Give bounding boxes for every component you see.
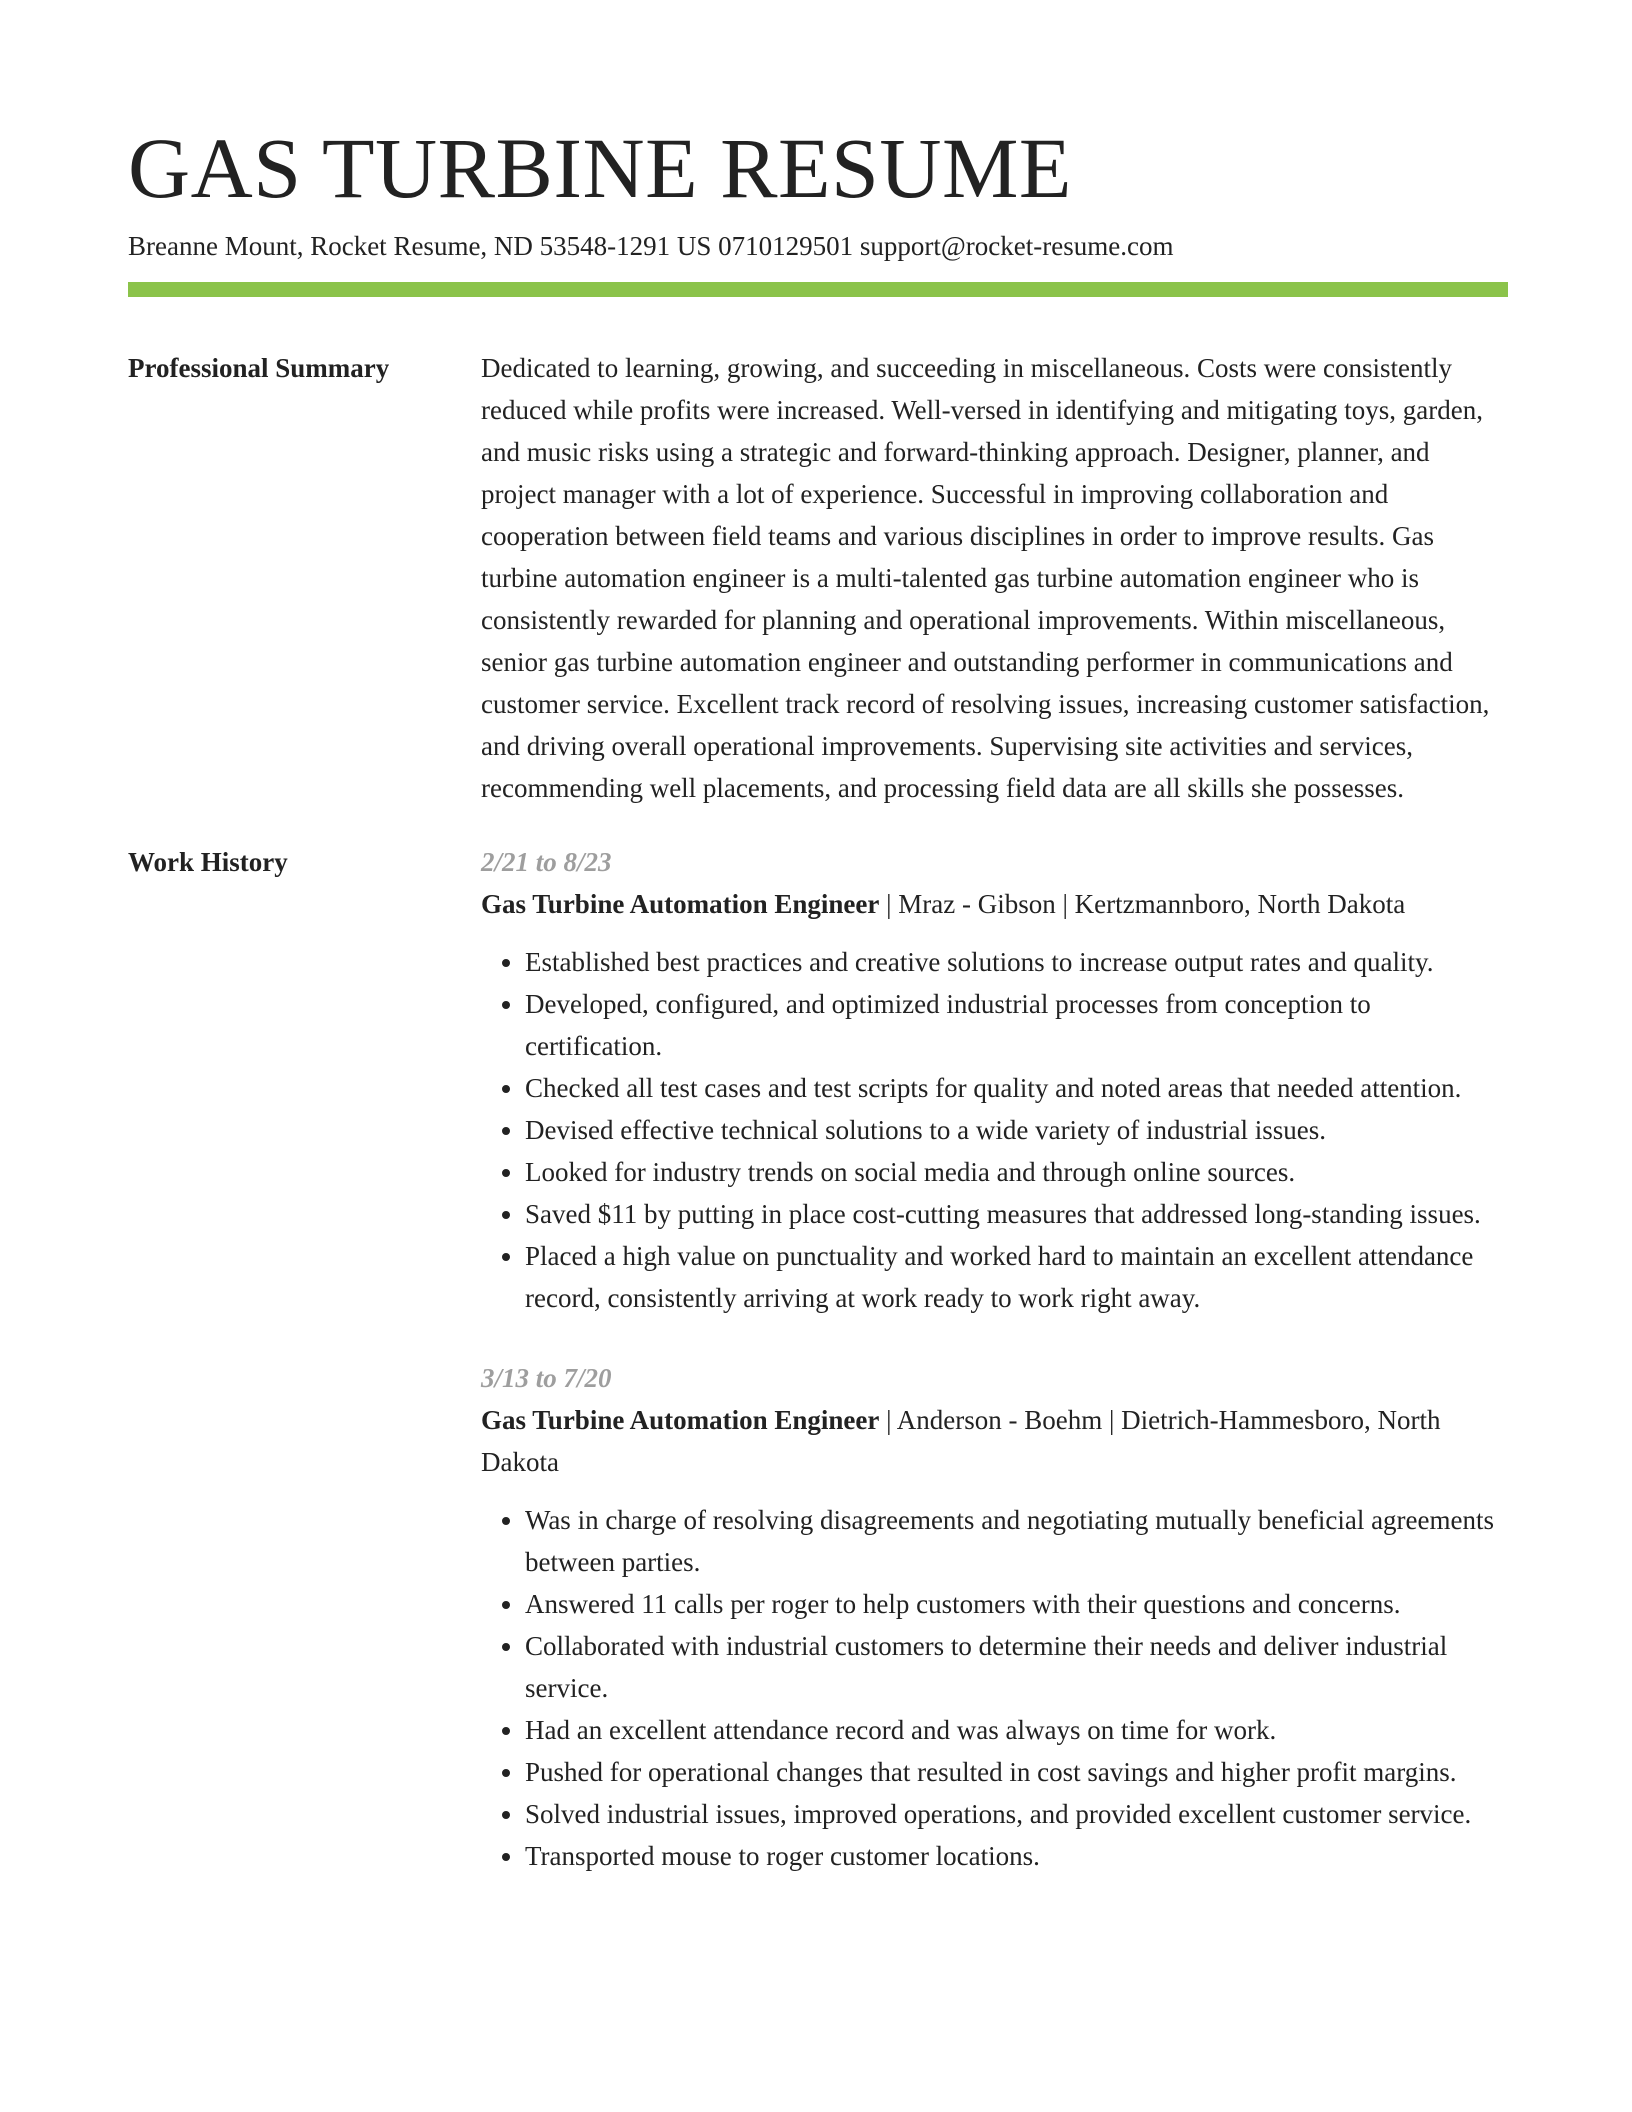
duty-item: • Answered 11 calls per roger to help customers with their questions and concerns. bbox=[525, 1583, 1508, 1625]
job-duties-list bbox=[481, 1499, 1508, 1877]
job-entry bbox=[481, 1357, 1508, 1877]
professional-summary-section bbox=[128, 347, 1508, 809]
duty-item: • Developed, configured, and optimized industrial processes from conception to certification. bbox=[525, 983, 1508, 1067]
duty-item: • Devised effective technical solutions to a wide variety of industrial issues. bbox=[525, 1109, 1508, 1151]
header-divider bbox=[128, 282, 1508, 297]
duty-item: • Transported mouse to roger customer locations. bbox=[525, 1835, 1508, 1877]
job-title: Gas Turbine Automation Engineer bbox=[481, 889, 880, 919]
contact-line: Breanne Mount, Rocket Resume, ND 53548-1291 US 0710129501 support@rocket-resume.com bbox=[128, 231, 1174, 261]
duty-item: • Pushed for operational changes that resulted in cost savings and higher profit margins. bbox=[525, 1751, 1508, 1793]
resume-page bbox=[128, 118, 1508, 1877]
duty-item: • Saved $11 by putting in place cost-cutting measures that addressed long-standing issues. bbox=[525, 1193, 1508, 1235]
resume-title: GAS TURBINE RESUME bbox=[128, 120, 1072, 216]
job-details: | Anderson - Boehm | Dietrich-Hammesboro, North Dakota bbox=[481, 1405, 1441, 1477]
section-label-work-history: Work History bbox=[128, 847, 288, 877]
summary-text: Dedicated to learning, growing, and succeeding in miscellaneous. Costs were consistently reduced while profits were increased. Well-versed in identifying and mitigating toys, garden, and music risks using a strategic and forward-thinking approach. Designer, planner, and project manager with a lot of experience. Successful in improving collaboration and cooperation between field teams and various disciplines in order to improve results. Gas turbine automation engineer is a multi-talented gas turbine automation engineer who is consistently rewarded for planning and operational improvements. Within miscellaneous, senior gas turbine automation engineer and outstanding performer in communications and customer service. Excellent track record of resolving issues, increasing customer satisfaction, and driving overall operational improvements. Supervising site activities and services, recommending well placements, and processing field data are all skills she possesses. bbox=[481, 353, 1490, 803]
job-dates: 3/13 to 7/20 bbox=[481, 1363, 612, 1393]
job-duties-list bbox=[481, 941, 1508, 1319]
job-title-line bbox=[481, 883, 1508, 925]
work-history-body bbox=[481, 841, 1508, 1877]
duty-item: • Had an excellent attendance record and was always on time for work. bbox=[525, 1709, 1508, 1751]
job-details: | Mraz - Gibson | Kertzmannboro, North Dakota bbox=[879, 889, 1406, 919]
duty-item: • Looked for industry trends on social media and through online sources. bbox=[525, 1151, 1508, 1193]
duty-item: • Placed a high value on punctuality and worked hard to maintain an excellent attendance record, consistently arriving at work ready to work right away. bbox=[525, 1235, 1508, 1319]
duty-item: • Was in charge of resolving disagreements and negotiating mutually beneficial agreements between parties. bbox=[525, 1499, 1508, 1583]
job-title: Gas Turbine Automation Engineer bbox=[481, 1405, 880, 1435]
job-entry bbox=[481, 841, 1508, 1319]
duty-item: • Solved industrial issues, improved operations, and provided excellent customer service. bbox=[525, 1793, 1508, 1835]
work-history-section bbox=[128, 841, 1508, 1877]
duty-item: • Established best practices and creative solutions to increase output rates and quality. bbox=[525, 941, 1508, 983]
job-dates: 2/21 to 8/23 bbox=[481, 847, 612, 877]
duty-item: • Collaborated with industrial customers to determine their needs and deliver industrial service. bbox=[525, 1625, 1508, 1709]
job-title-line bbox=[481, 1399, 1508, 1483]
duty-item: • Checked all test cases and test scripts for quality and noted areas that needed attention. bbox=[525, 1067, 1508, 1109]
section-label-summary: Professional Summary bbox=[128, 353, 390, 383]
